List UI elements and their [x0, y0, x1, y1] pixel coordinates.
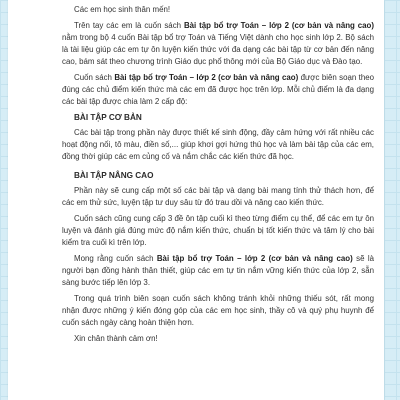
- text-span: nằm trong bộ 4 cuốn Bài tập bổ trợ Toán và Tiếng Việt dành cho học sinh lớp 2. Bộ sách là tài liệu giúp các em tự ôn luyện kiến thức với đa dạng các bài tập từ cơ bản đến nâng cao, bám sát theo chương trình Giáo dục phổ thông mới của Bộ Giáo dục và Đào tạo.: [62, 33, 374, 66]
- review-paragraph: Cuốn sách cũng cung cấp 3 đề ôn tập cuối kì theo từng điểm cụ thể, để các em tự ôn luyện và đánh giá đúng mức độ nắm kiến thức, chuẩn bị tốt kiến thức và tâm lý cho bài kiểm tra cuối kì trên lớp.: [62, 214, 374, 247]
- intro-paragraph: [62, 20, 374, 68]
- book-page: [8, 0, 384, 400]
- section-text-basic: Các bài tập trong phần này được thiết kế sinh động, đầy cảm hứng với rất nhiều các hoạt động nối, tô màu, điền số,... giúp khơi gợi hứng thú học và làm bài tập của các em, đồng thời giúp các em củng cố và nắm chắc các kiến thức đã học.: [62, 128, 374, 161]
- section-heading-basic: BÀI TẬP CƠ BẢN: [74, 113, 142, 122]
- page-content: [62, 4, 374, 349]
- text-span: Cuốn sách: [74, 73, 115, 82]
- greeting: Các em học sinh thân mến!: [74, 5, 171, 14]
- text-span: sẽ là người bạn đồng hành thân thiết, giúp các em tự tin nắm vững kiến thức của lớp 2, sẵn sàng bước tiếp lên lớp 3.: [62, 254, 374, 287]
- text-span: được biên soạn theo đúng các chủ điểm kiến thức mà các em đã được học trên lớp. Mỗi chủ điểm là đa dạng các bài tập được chia làm 2 cấp độ:: [62, 73, 374, 106]
- hope-paragraph: [62, 253, 374, 289]
- section-text-advanced: Phần này sẽ cung cấp một số các bài tập và dạng bài mang tính thử thách hơn, để các em thử sức, luyện tập tư duy sâu từ đó trau dồi và nâng cao kiến thức.: [62, 186, 374, 207]
- book-title: Bài tập bổ trợ Toán – lớp 2 (cơ bản và nâng cao): [183, 21, 374, 30]
- structure-paragraph: [62, 72, 374, 108]
- feedback-paragraph: Trong quá trình biên soạn cuốn sách không tránh khỏi những thiếu sót, rất mong nhận được những ý kiến đóng góp của các em học sinh, thầy cô và quý phụ huynh để cuốn sách ngày càng hoàn thiện hơn.: [62, 294, 374, 327]
- text-span: Mong rằng cuốn sách: [74, 254, 157, 263]
- book-title: Bài tập bổ trợ Toán – lớp 2 (cơ bản và nâng cao): [156, 254, 353, 263]
- book-title: Bài tập bổ trợ Toán – lớp 2 (cơ bản và nâng cao): [114, 73, 299, 82]
- section-heading-advanced: BÀI TẬP NÂNG CAO: [74, 171, 154, 180]
- closing-line: Xin chân thành cảm ơn!: [74, 334, 158, 343]
- text-span: Trên tay các em là cuốn sách: [74, 21, 184, 30]
